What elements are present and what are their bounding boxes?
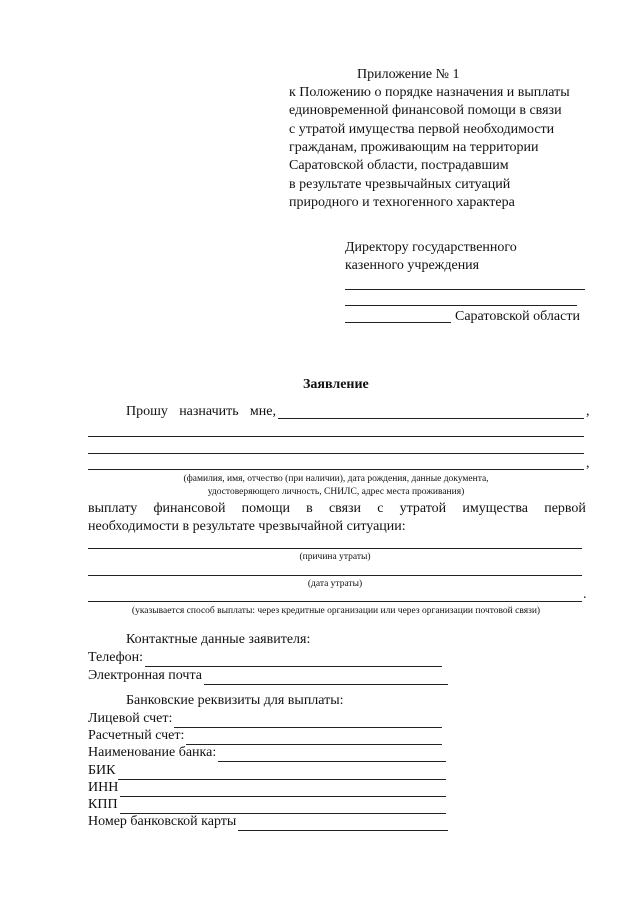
payment-word: утратой	[399, 501, 447, 516]
bik-field[interactable]	[88, 762, 446, 780]
card-number-label: Номер банковской карты	[88, 814, 237, 830]
bank-name-label: Наименование банка:	[88, 745, 217, 761]
inn-field[interactable]	[88, 779, 446, 797]
appendix-title: Приложение № 1	[357, 67, 460, 82]
settlement-account-blank[interactable]	[186, 731, 442, 745]
applicant-blank-1[interactable]	[278, 418, 584, 419]
personal-account-field[interactable]	[88, 710, 442, 728]
request-word: Прошу	[126, 404, 168, 419]
kpp-blank[interactable]	[120, 800, 446, 814]
appendix-line: к Положению о порядке назначения и выплаты	[289, 85, 570, 100]
addressee-blank-1[interactable]	[345, 289, 585, 290]
payment-word: финансовой	[153, 501, 226, 516]
appendix-line: единовременной финансовой помощи в связи	[289, 103, 562, 119]
bik-blank[interactable]	[118, 766, 447, 780]
date-hint: (дата утраты)	[307, 579, 363, 589]
card-number-blank[interactable]	[238, 817, 448, 831]
comma: ,	[586, 456, 590, 471]
request-word: назначить	[179, 404, 239, 419]
payment-word: помощи	[241, 501, 290, 516]
applicant-blank-3[interactable]	[88, 453, 584, 454]
payment-word: в	[306, 501, 313, 516]
addressee-line-1: Директору государственного	[345, 240, 517, 255]
personal-account-blank[interactable]	[174, 714, 442, 728]
applicant-hint-1: (фамилия, имя, отчество (при наличии), дата рождения, данные документа,	[183, 474, 489, 484]
kpp-label: КПП	[88, 797, 118, 812]
request-phrase	[126, 403, 276, 421]
email-field[interactable]	[88, 667, 448, 685]
applicant-hint-2: удостоверяющего личность, СНИЛС, адрес места проживания)	[207, 487, 465, 497]
addressee-blank-2[interactable]	[345, 305, 577, 306]
statement-title: Заявление	[303, 377, 369, 392]
payment-word: связи	[328, 501, 362, 516]
date-blank[interactable]	[88, 575, 582, 576]
appendix-line: с утратой имущества первой необходимости	[289, 121, 555, 137]
payment-word: имущества	[462, 501, 529, 516]
comma: ,	[586, 404, 590, 419]
applicant-blank-4[interactable]	[88, 469, 584, 470]
appendix-line: Саратовской области, пострадавшим	[289, 158, 509, 174]
personal-account-label: Лицевой счет:	[88, 711, 173, 726]
bank-title: Банковские реквизиты для выплаты:	[126, 693, 344, 708]
applicant-blank-2[interactable]	[88, 436, 584, 437]
period: .	[583, 587, 587, 602]
method-hint: (указывается способ выплаты: через кредитные организации или через организации почтовой связи)	[131, 606, 541, 616]
addressee-blank-3[interactable]	[345, 322, 451, 323]
appendix-line: природного и техногенного характера	[289, 194, 515, 210]
inn-label: ИНН	[88, 779, 119, 795]
appendix-line: гражданам, проживающим на территории	[289, 139, 539, 155]
bik-label: БИК	[88, 762, 116, 778]
reason-blank[interactable]	[88, 548, 582, 549]
appendix-line: в результате чрезвычайных ситуаций	[289, 176, 511, 192]
payment-word: с	[377, 501, 384, 516]
inn-blank[interactable]	[120, 783, 446, 797]
payment-line-2: необходимости в результате чрезвычайной ситуации:	[88, 519, 406, 534]
phone-field[interactable]	[88, 649, 442, 667]
method-blank[interactable]	[88, 601, 582, 602]
addressee-line-2: казенного учреждения	[345, 258, 480, 273]
email-blank[interactable]	[204, 671, 448, 685]
contacts-title: Контактные данные заявителя:	[126, 632, 311, 647]
payment-word: первой	[544, 501, 586, 516]
phone-label: Телефон:	[88, 650, 144, 665]
phone-blank[interactable]	[145, 653, 442, 667]
card-number-field[interactable]	[88, 813, 448, 831]
settlement-account-label: Расчетный счет:	[88, 728, 185, 744]
addressee-region: Саратовской области	[455, 309, 580, 324]
kpp-field[interactable]	[88, 796, 446, 814]
request-word: мне,	[249, 404, 276, 419]
settlement-account-field[interactable]	[88, 727, 442, 745]
reason-hint: (причина утраты)	[299, 552, 371, 562]
bank-name-field[interactable]	[88, 744, 446, 762]
bank-name-blank[interactable]	[218, 748, 446, 762]
email-label: Электронная почта	[88, 668, 202, 683]
payment-word: выплату	[88, 501, 138, 516]
payment-line-1	[88, 500, 586, 518]
